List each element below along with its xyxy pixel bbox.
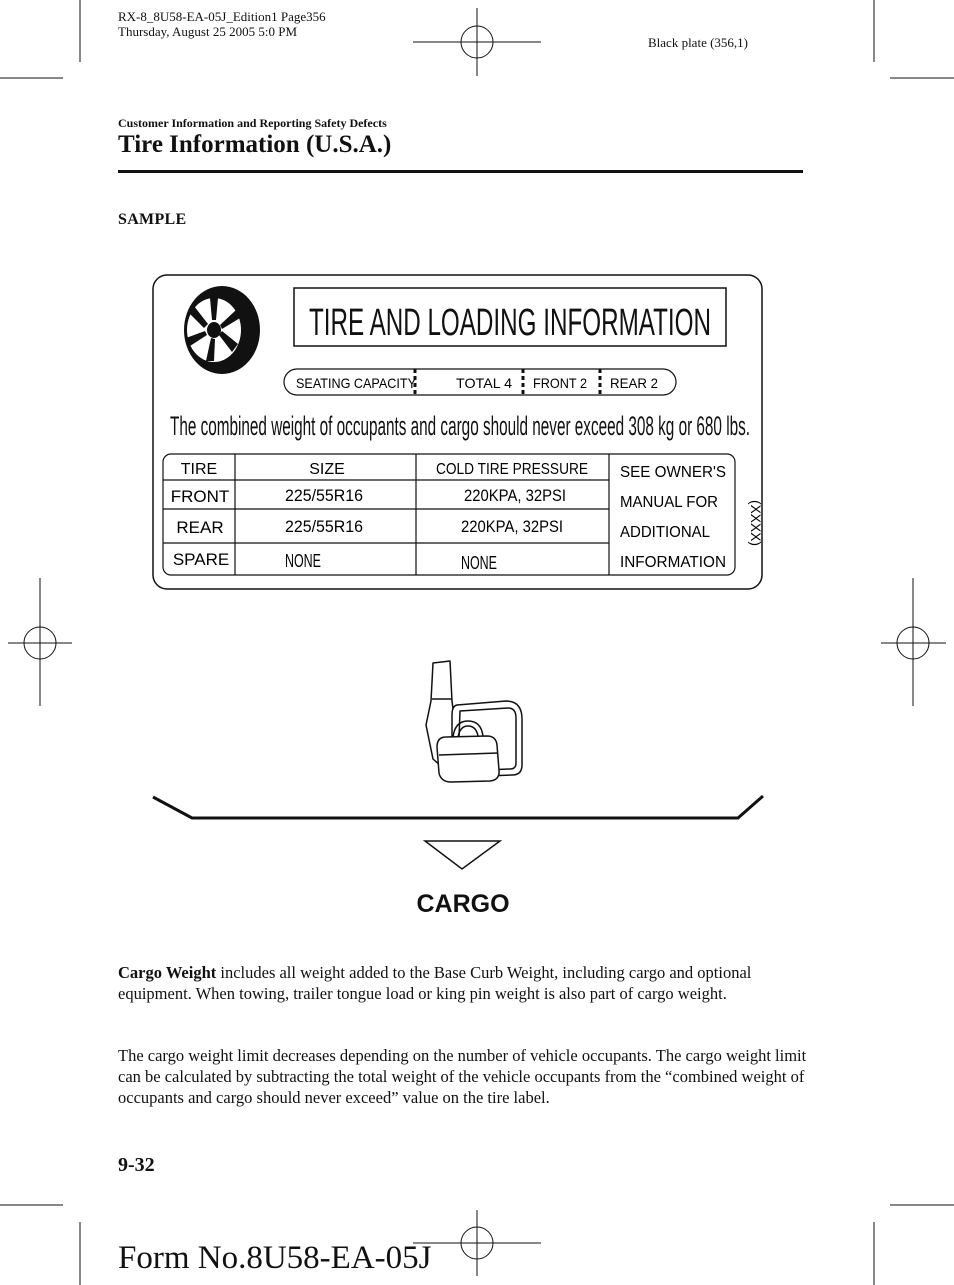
tire-placard	[150, 272, 766, 594]
table-header-size: SIZE	[309, 461, 345, 478]
table-header-tire: TIRE	[180, 461, 218, 478]
cargo-illustration	[150, 655, 770, 937]
note-line-2: MANUAL FOR	[620, 494, 718, 511]
seating-total: TOTAL 4	[456, 375, 513, 391]
seating-rear: REAR 2	[610, 375, 659, 391]
cargo-label: CARGO	[416, 890, 510, 918]
title-rule	[118, 170, 803, 173]
seating-capacity-label: SEATING CAPACITY	[296, 375, 417, 391]
placard-code: (XXXX)	[748, 500, 764, 547]
row-front-size: 225/55R16	[285, 486, 363, 505]
term-cargo-weight: Cargo Weight	[118, 963, 217, 982]
registration-mark-right	[881, 578, 946, 706]
file-info	[118, 9, 326, 39]
note-line-1: SEE OWNER'S	[620, 464, 726, 481]
registration-mark-left	[8, 578, 72, 706]
row-spare-tire: SPARE	[172, 550, 230, 569]
placard-title: TIRE AND LOADING INFORMATION	[309, 302, 711, 344]
tire-icon	[184, 286, 260, 374]
page-title: Tire Information (U.S.A.)	[118, 131, 392, 158]
seating-front: FRONT 2	[533, 375, 588, 391]
sample-label: SAMPLE	[118, 211, 187, 228]
cargo-platform	[153, 796, 763, 818]
page-number: 9-32	[118, 1154, 155, 1176]
note-line-4: INFORMATION	[620, 554, 726, 571]
row-rear-tire: REAR	[176, 518, 224, 537]
row-front-tire: FRONT	[170, 487, 230, 506]
row-spare-size: NONE	[285, 551, 321, 571]
registration-mark-top	[413, 8, 541, 76]
row-front-pressure: 220KPA, 32PSI	[464, 486, 566, 505]
down-arrow-icon	[425, 841, 500, 869]
section-label: Customer Information and Reporting Safety Defects	[118, 116, 387, 130]
row-rear-size: 225/55R16	[285, 517, 363, 536]
plate-info: Black plate (356,1)	[648, 35, 748, 50]
paragraph-cargo-weight	[118, 962, 808, 1004]
file-info-line1: RX-8_8U58-EA-05J_Edition1 Page356	[118, 9, 326, 24]
row-spare-pressure: NONE	[461, 553, 497, 573]
note-line-3: ADDITIONAL	[620, 524, 711, 541]
form-number: Form No.8U58-EA-05J	[118, 1240, 432, 1276]
combined-weight-text: The combined weight of occupants and cargo should never exceed 308 kg or 680 lbs.	[170, 411, 750, 441]
cargo-weight-definition: includes all weight added to the Base Curb Weight, including cargo and optional equipment. When towing, trailer tongue load or king pin weight is also part of cargo weight.	[118, 963, 752, 1003]
row-rear-pressure: 220KPA, 32PSI	[461, 517, 563, 536]
paragraph-weight-limit: The cargo weight limit decreases depending on the number of vehicle occupants. The cargo weight limit can be calculated by subtracting the total weight of the vehicle occupants from the “combined weight of occupants and cargo should never exceed” value on the tire label.	[118, 1046, 807, 1107]
table-header-pressure: COLD TIRE PRESSURE	[436, 461, 588, 478]
file-info-line2: Thursday, August 25 2005 5:0 PM	[118, 24, 297, 39]
registration-mark-bottom	[413, 1210, 541, 1276]
luggage-icon	[426, 661, 522, 782]
